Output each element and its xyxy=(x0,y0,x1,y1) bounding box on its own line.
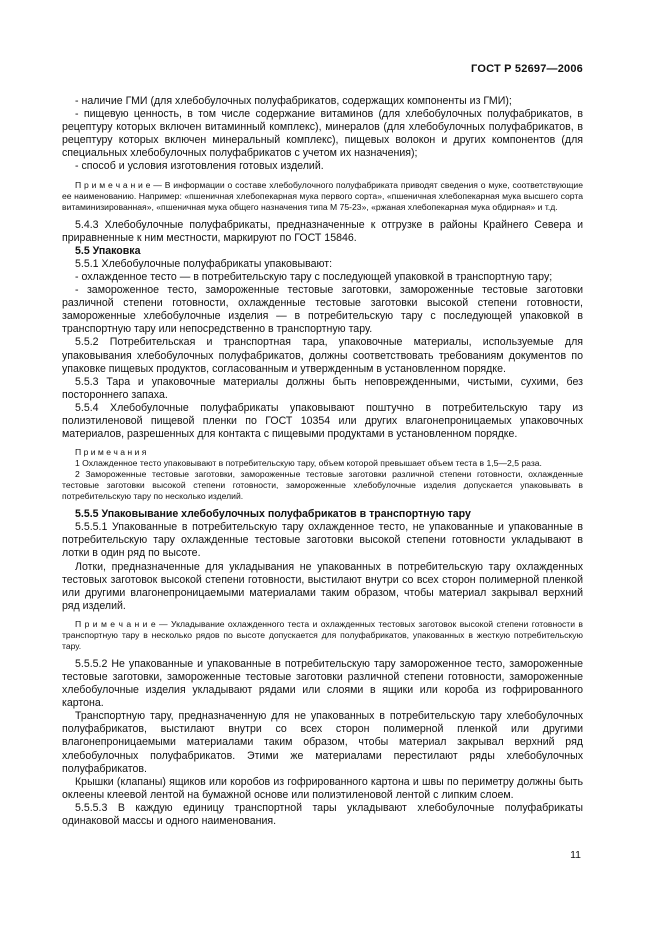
page-number: 11 xyxy=(570,849,581,861)
notes-packaging xyxy=(62,447,583,502)
note-layers xyxy=(62,619,583,652)
paragraph-5-5-1: 5.5.1 Хлебобулочные полуфабрикаты упаковывают: xyxy=(75,257,333,270)
paragraph-5-5-4: 5.5.4 Хлебобулочные полуфабрикаты упаковывают поштучно в потребительскую тару из полиэтиленовой пищевой пленки по ГОСТ 10354 или других влагонепроницаемых упаковочных материалов, разрешенных для контакта с пищевыми продуктами в установленном порядке. xyxy=(62,401,583,441)
paragraph-5-4-3: 5.4.3 Хлебобулочные полуфабрикаты, предназначенные к отгрузке в районы Крайнего Севера и приравненные к ним местности, маркируют по ГОСТ 15846. xyxy=(62,218,583,244)
paragraph-5-5-5-2-lids: Крышки (клапаны) ящиков или коробов из гофрированного картона и швы по периметру должны быть оклеены клеевой лентой на бумажной основе или полиэтиленовой лентой с липким слоем. xyxy=(62,775,583,801)
paragraph-5-5-2: 5.5.2 Потребительская и транспортная тара, упаковочные материалы, используемые для упаковывания хлебобулочных полуфабрикатов, должны соответствовать требованиям документов по упаковке пищевых продуктов, согласованным и утвержденным в установленном порядке. xyxy=(62,336,583,375)
bullet-gmi: - наличие ГМИ (для хлебобулочных полуфабрикатов, содержащих компоненты из ГМИ); xyxy=(75,95,512,107)
paragraph-5-5-5-2-lining: Транспортную тару, предназначенную для не упакованных в потребительскую тару хлебобулочных полуфабрикатов, выстилают внутри со всех сторон полимерной пленкой или другими влагонепроницаемыми материалами таким образом, чтобы материал закрывал верхний ряд хлебобулочных полуфабрикатов. Этими же материалами перестилают ряды хлебобулочных полуфабрикатов. xyxy=(62,710,583,775)
notes-label: П р и м е ч а н и я xyxy=(75,447,147,458)
bullet-method: - способ и условия изготовления готовых изделий. xyxy=(75,160,324,173)
note-text: — В информации о составе хлебобулочного полуфабриката приводят сведения о муке, соответствующие ее наименованию. Например: «пшеничная хлебопекарная мука первого сорта», «пшеничная хлебопекарная мука высшего сорта витаминизированная», «пшеничная мука общего назначения типа М 75-23», «ржаная хлебопекарная мука обдирная» и т.д. xyxy=(62,179,583,212)
note-label: П р и м е ч а н и е xyxy=(75,179,151,190)
bullet-nutrition: - пищевую ценность, в том числе содержание витаминов (для хлебобулочных полуфабрикатов, в рецептуру которых включен витаминный комплекс), минералов (для хлебобулочных полуфабрикатов, в рецептуру которых включен минеральный комплекс), пищевых волокон и других компонентов (для специальных хлебобулочных полуфабрикатов с учетом их назначения); xyxy=(62,108,583,160)
note-text: — Укладывание охлажденного теста и охлажденных тестовых заготовок высокой степени готовности в транспортную тару в несколько рядов по высоте допускается для полуфабрикатов, упакованных в жесткую потребительскую тару. xyxy=(62,618,584,651)
note-item-2: 2 Замороженные тестовые заготовки, замороженные тестовые заготовки различной степени готовности, охлажденные тестовые заготовки высокой степени готовности, замороженные хлебобулочные изделия допускается упаковывать в потребительскую тару по несколько изделий. xyxy=(62,469,583,502)
note-label: П р и м е ч а н и е xyxy=(75,618,156,629)
paragraph-5-5-5-2: 5.5.5.2 Не упакованные и упакованные в потребительскую тару замороженное тесто, замороженные тестовые заготовки, замороженные тестовые заготовки различной степени готовности, замороженные хлебобулочные изделия укладывают рядами или слоями в ящики или короба из гофрированного картона. xyxy=(62,657,583,710)
document-body xyxy=(62,95,583,828)
bullet-frozen-dough: - замороженное тесто, замороженные тестовые заготовки, замороженные тестовые заготовки различной степени готовности, охлажденные тестовые заготовки высокой степени готовности, замороженные хлебобулочные изделия — в потребительскую тару с последующей упаковкой в транспортную тару или непосредственно в транспортную тару. xyxy=(62,284,583,336)
paragraph-5-5-3: 5.5.3 Тара и упаковочные материалы должны быть неповрежденными, чистыми, сухими, без постороннего запаха. xyxy=(62,375,583,401)
bullet-chilled-dough: - охлажденное тесто — в потребительскую тару с последующей упаковкой в транспортную тару; xyxy=(75,270,553,283)
note-flour xyxy=(62,180,583,213)
heading-5-5-5: 5.5.5 Упаковывание хлебобулочных полуфабрикатов в транспортную тару xyxy=(75,508,471,521)
paragraph-5-5-5-1-trays: Лотки, предназначенные для укладывания не упакованных в потребительскую тару охлажденных тестовых заготовок высокой степени готовности, выстилают внутри со всех сторон полимерной пленкой или другими влагонепроницаемыми материалами таким образом, чтобы материал закрывал верхний ряд изделий. xyxy=(62,560,583,612)
heading-5-5: 5.5 Упаковка xyxy=(75,244,141,257)
paragraph-5-5-5-1: 5.5.5.1 Упакованные в потребительскую тару охлажденное тесто, не упакованные и упакованные в потребительскую тару охлажденные тестовые заготовки высокой степени готовности укладывают в лотки в один ряд по высоте. xyxy=(62,521,583,560)
document-header: ГОСТ Р 52697—2006 xyxy=(471,63,583,75)
note-item-1: 1 Охлажденное тесто упаковывают в потребительскую тару, объем которой превышает объем теста в 1,5—2,5 раза. xyxy=(75,458,542,469)
paragraph-5-5-5-3: 5.5.5.3 В каждую единицу транспортной тары укладывают хлебобулочные полуфабрикаты одинаковой массы и одного наименования. xyxy=(62,801,583,828)
